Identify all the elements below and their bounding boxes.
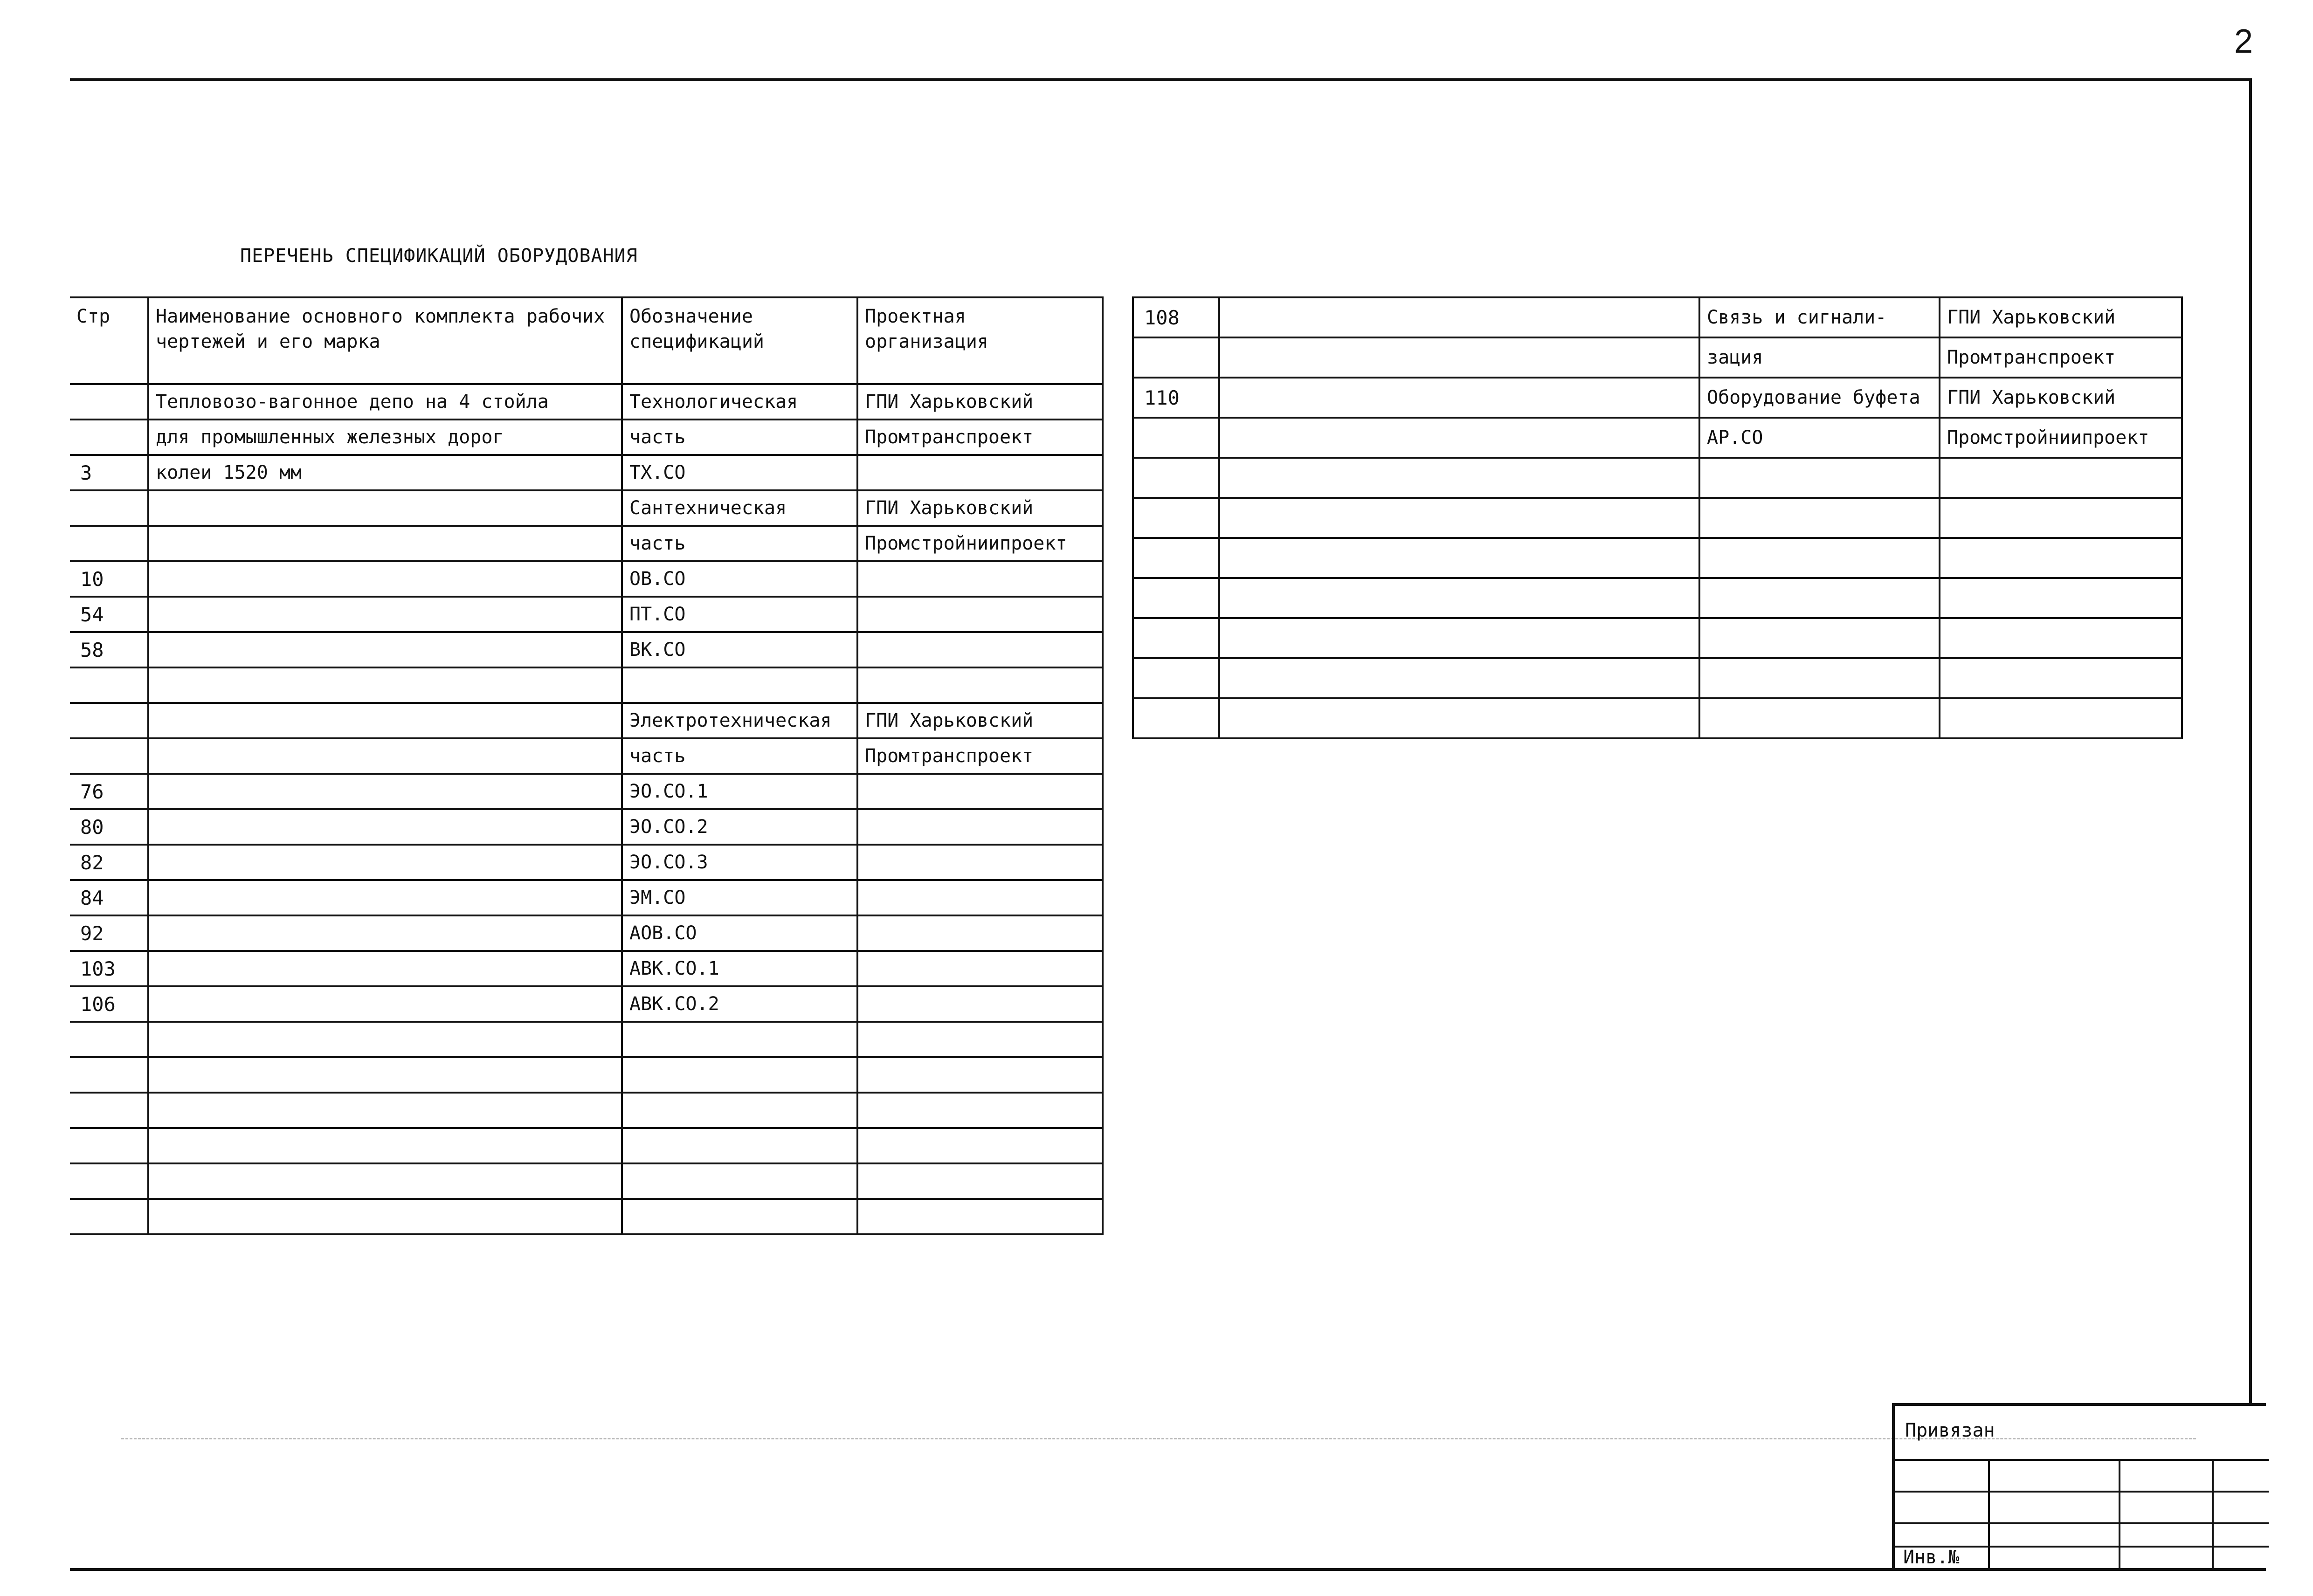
table-row	[70, 420, 1103, 455]
cell-designation	[622, 1163, 857, 1199]
cell-name	[148, 1057, 622, 1093]
cell-organization: ГПИ Харьковский	[857, 384, 1103, 420]
cell-page	[1133, 618, 1219, 658]
cell-designation: Электротехническая	[622, 703, 857, 738]
column-header-name: Наименование основного комплекта рабочих чертежей и его марка	[148, 297, 622, 384]
table-row	[70, 703, 1103, 738]
cell-designation: Сантехническая	[622, 490, 857, 526]
cell-name	[1219, 498, 1699, 538]
cell-page	[1133, 658, 1219, 698]
cell-name	[1219, 297, 1699, 337]
table-row	[1133, 538, 2182, 578]
cell-organization	[857, 597, 1103, 632]
table-row	[1133, 337, 2182, 378]
cell-organization: Промстройниипроект	[1940, 418, 2182, 458]
cell-name: для промышленных железных дорог	[148, 420, 622, 455]
table-row	[70, 455, 1103, 490]
cell-designation: зация	[1699, 337, 1940, 378]
cell-page	[70, 1163, 148, 1199]
cell-designation: ТХ.СО	[622, 455, 857, 490]
cell-organization	[857, 561, 1103, 597]
cell-organization	[857, 1022, 1103, 1057]
cell-page	[70, 420, 148, 455]
cell-organization: ГПИ Харьковский	[857, 490, 1103, 526]
cell-name	[1219, 538, 1699, 578]
cell-designation: Оборудование буфета	[1699, 378, 1940, 418]
cell-organization	[1940, 498, 2182, 538]
cell-designation	[1699, 498, 1940, 538]
cell-designation: часть	[622, 526, 857, 561]
cell-designation: АР.СО	[1699, 418, 1940, 458]
cell-name	[1219, 418, 1699, 458]
cell-designation: Связь и сигнали-	[1699, 297, 1940, 337]
table-row	[70, 1022, 1103, 1057]
cell-designation: ЭО.СО.2	[622, 809, 857, 845]
cell-name	[148, 1022, 622, 1057]
cell-name	[148, 986, 622, 1022]
page-number: 2	[2234, 23, 2253, 60]
stamp-col-line	[2119, 1459, 2120, 1571]
cell-designation: АВК.СО.1	[622, 951, 857, 986]
cell-page: 76	[70, 774, 148, 809]
cell-page: 58	[70, 632, 148, 667]
cell-organization	[857, 455, 1103, 490]
table-row	[70, 880, 1103, 915]
cell-organization	[857, 845, 1103, 880]
cell-name	[148, 1128, 622, 1163]
cell-page	[70, 384, 148, 420]
table-row	[70, 1057, 1103, 1093]
cell-page: 103	[70, 951, 148, 986]
inventory-number-label: Инв.№	[1903, 1547, 1960, 1568]
cell-name	[148, 738, 622, 774]
cell-name: Тепловозо-вагонное депо на 4 стойла	[148, 384, 622, 420]
cell-name	[148, 809, 622, 845]
frame-right-line	[2249, 78, 2252, 1403]
cell-page	[1133, 337, 1219, 378]
cell-designation	[1699, 698, 1940, 738]
cell-name	[1219, 698, 1699, 738]
cell-page: 10	[70, 561, 148, 597]
table-row	[70, 809, 1103, 845]
cell-page: 108	[1133, 297, 1219, 337]
cell-designation: ВК.СО	[622, 632, 857, 667]
cell-name	[148, 597, 622, 632]
cell-page	[70, 1057, 148, 1093]
table-row	[1133, 618, 2182, 658]
table-row	[70, 915, 1103, 951]
frame-bottom-line	[70, 1568, 1894, 1571]
cell-designation	[622, 667, 857, 703]
cell-organization: ГПИ Харьковский	[1940, 297, 2182, 337]
cell-page	[70, 703, 148, 738]
table-row	[70, 845, 1103, 880]
cell-name: колеи 1520 мм	[148, 455, 622, 490]
frame-top-line	[70, 78, 2252, 81]
cell-page	[70, 738, 148, 774]
cell-name	[148, 490, 622, 526]
cell-organization	[857, 915, 1103, 951]
table-row	[70, 1163, 1103, 1199]
table-row	[70, 738, 1103, 774]
cell-name	[1219, 658, 1699, 698]
cell-page: 106	[70, 986, 148, 1022]
table-row	[70, 526, 1103, 561]
cell-page	[1133, 418, 1219, 458]
cell-designation	[1699, 658, 1940, 698]
table-row	[70, 384, 1103, 420]
cell-organization	[1940, 618, 2182, 658]
cell-organization	[857, 667, 1103, 703]
cell-designation	[622, 1128, 857, 1163]
left-table-body	[70, 384, 1103, 1234]
table-row	[70, 490, 1103, 526]
cell-designation	[1699, 578, 1940, 618]
cell-page: 80	[70, 809, 148, 845]
cell-name	[148, 880, 622, 915]
cell-name	[148, 526, 622, 561]
cell-page	[70, 1128, 148, 1163]
column-header-designation: Обозначение спецификаций	[622, 297, 857, 384]
table-row	[1133, 378, 2182, 418]
cell-name	[148, 845, 622, 880]
cell-name	[148, 1199, 622, 1234]
table-row	[1133, 698, 2182, 738]
cell-name	[1219, 458, 1699, 498]
cell-organization	[857, 986, 1103, 1022]
cell-page: 110	[1133, 378, 1219, 418]
cell-page: 82	[70, 845, 148, 880]
cell-name	[148, 1163, 622, 1199]
cell-designation	[622, 1093, 857, 1128]
cell-organization	[857, 1163, 1103, 1199]
table-row	[70, 597, 1103, 632]
cell-organization	[857, 951, 1103, 986]
cell-designation	[1699, 458, 1940, 498]
cell-organization: ГПИ Харьковский	[1940, 378, 2182, 418]
cell-name	[148, 774, 622, 809]
cell-page	[70, 1022, 148, 1057]
cell-organization	[1940, 658, 2182, 698]
table-row	[70, 951, 1103, 986]
cell-organization	[1940, 698, 2182, 738]
cell-page	[70, 1093, 148, 1128]
cell-page	[1133, 458, 1219, 498]
table-row	[1133, 297, 2182, 337]
cell-name	[148, 561, 622, 597]
attached-label: Привязан	[1905, 1420, 1995, 1441]
cell-page	[1133, 698, 1219, 738]
stamp-col-line	[1988, 1459, 1990, 1571]
cell-designation: ЭО.СО.1	[622, 774, 857, 809]
cell-page: 92	[70, 915, 148, 951]
right-table-body	[1133, 297, 2182, 738]
column-header-page: Стр	[70, 297, 148, 384]
table-row	[1133, 418, 2182, 458]
table-row	[70, 774, 1103, 809]
table-row	[70, 667, 1103, 703]
cell-organization	[857, 809, 1103, 845]
cell-designation: АВК.СО.2	[622, 986, 857, 1022]
cell-organization	[857, 1199, 1103, 1234]
cell-name	[148, 703, 622, 738]
table-row	[70, 1093, 1103, 1128]
cell-organization	[857, 1093, 1103, 1128]
cell-name	[1219, 578, 1699, 618]
column-header-organization: Проектная организация	[857, 297, 1103, 384]
cell-organization	[857, 880, 1103, 915]
cell-name	[148, 667, 622, 703]
cell-name	[148, 632, 622, 667]
table-row	[70, 1199, 1103, 1234]
table-row	[1133, 658, 2182, 698]
cell-designation: АОВ.СО	[622, 915, 857, 951]
cell-name	[1219, 618, 1699, 658]
cell-organization	[1940, 458, 2182, 498]
cell-page	[1133, 538, 1219, 578]
cell-page: 84	[70, 880, 148, 915]
cell-organization: Промтранспроект	[857, 420, 1103, 455]
cell-organization	[857, 632, 1103, 667]
cell-designation: ОВ.СО	[622, 561, 857, 597]
table-row	[1133, 578, 2182, 618]
cell-designation: часть	[622, 738, 857, 774]
cell-designation	[622, 1057, 857, 1093]
cell-name	[148, 1093, 622, 1128]
cell-designation: Технологическая	[622, 384, 857, 420]
cell-name	[148, 915, 622, 951]
cell-organization	[1940, 538, 2182, 578]
cell-designation	[1699, 618, 1940, 658]
cell-page	[1133, 498, 1219, 538]
cell-organization: ГПИ Харьковский	[857, 703, 1103, 738]
cell-organization	[857, 1128, 1103, 1163]
cell-designation: ЭО.СО.3	[622, 845, 857, 880]
cell-organization	[857, 774, 1103, 809]
cell-organization: Промтранспроект	[1940, 337, 2182, 378]
title-block-stamp	[1892, 1403, 2266, 1571]
cell-page	[70, 526, 148, 561]
cell-page	[70, 667, 148, 703]
cell-name	[1219, 337, 1699, 378]
cell-page	[1133, 578, 1219, 618]
specification-table-right	[1132, 296, 2183, 739]
cell-designation: часть	[622, 420, 857, 455]
cell-designation	[622, 1199, 857, 1234]
cell-page: 3	[70, 455, 148, 490]
table-row	[70, 986, 1103, 1022]
cell-organization	[857, 1057, 1103, 1093]
cell-page	[70, 490, 148, 526]
table-row	[1133, 458, 2182, 498]
cell-designation	[1699, 538, 1940, 578]
cell-name	[148, 951, 622, 986]
fold-line	[121, 1438, 2196, 1439]
stamp-col-line	[2212, 1459, 2214, 1571]
table-row	[70, 632, 1103, 667]
cell-page	[70, 1199, 148, 1234]
cell-designation	[622, 1022, 857, 1057]
table-row	[70, 561, 1103, 597]
document-title: ПЕРЕЧЕНЬ СПЕЦИФИКАЦИЙ ОБОРУДОВАНИЯ	[240, 245, 638, 267]
specification-table-left	[70, 296, 1104, 1235]
cell-organization: Промстройниипроект	[857, 526, 1103, 561]
cell-page: 54	[70, 597, 148, 632]
cell-organization	[1940, 578, 2182, 618]
cell-designation: ЭМ.СО	[622, 880, 857, 915]
table-row	[1133, 498, 2182, 538]
cell-name	[1219, 378, 1699, 418]
cell-designation: ПТ.СО	[622, 597, 857, 632]
table-row	[70, 1128, 1103, 1163]
cell-organization: Промтранспроект	[857, 738, 1103, 774]
